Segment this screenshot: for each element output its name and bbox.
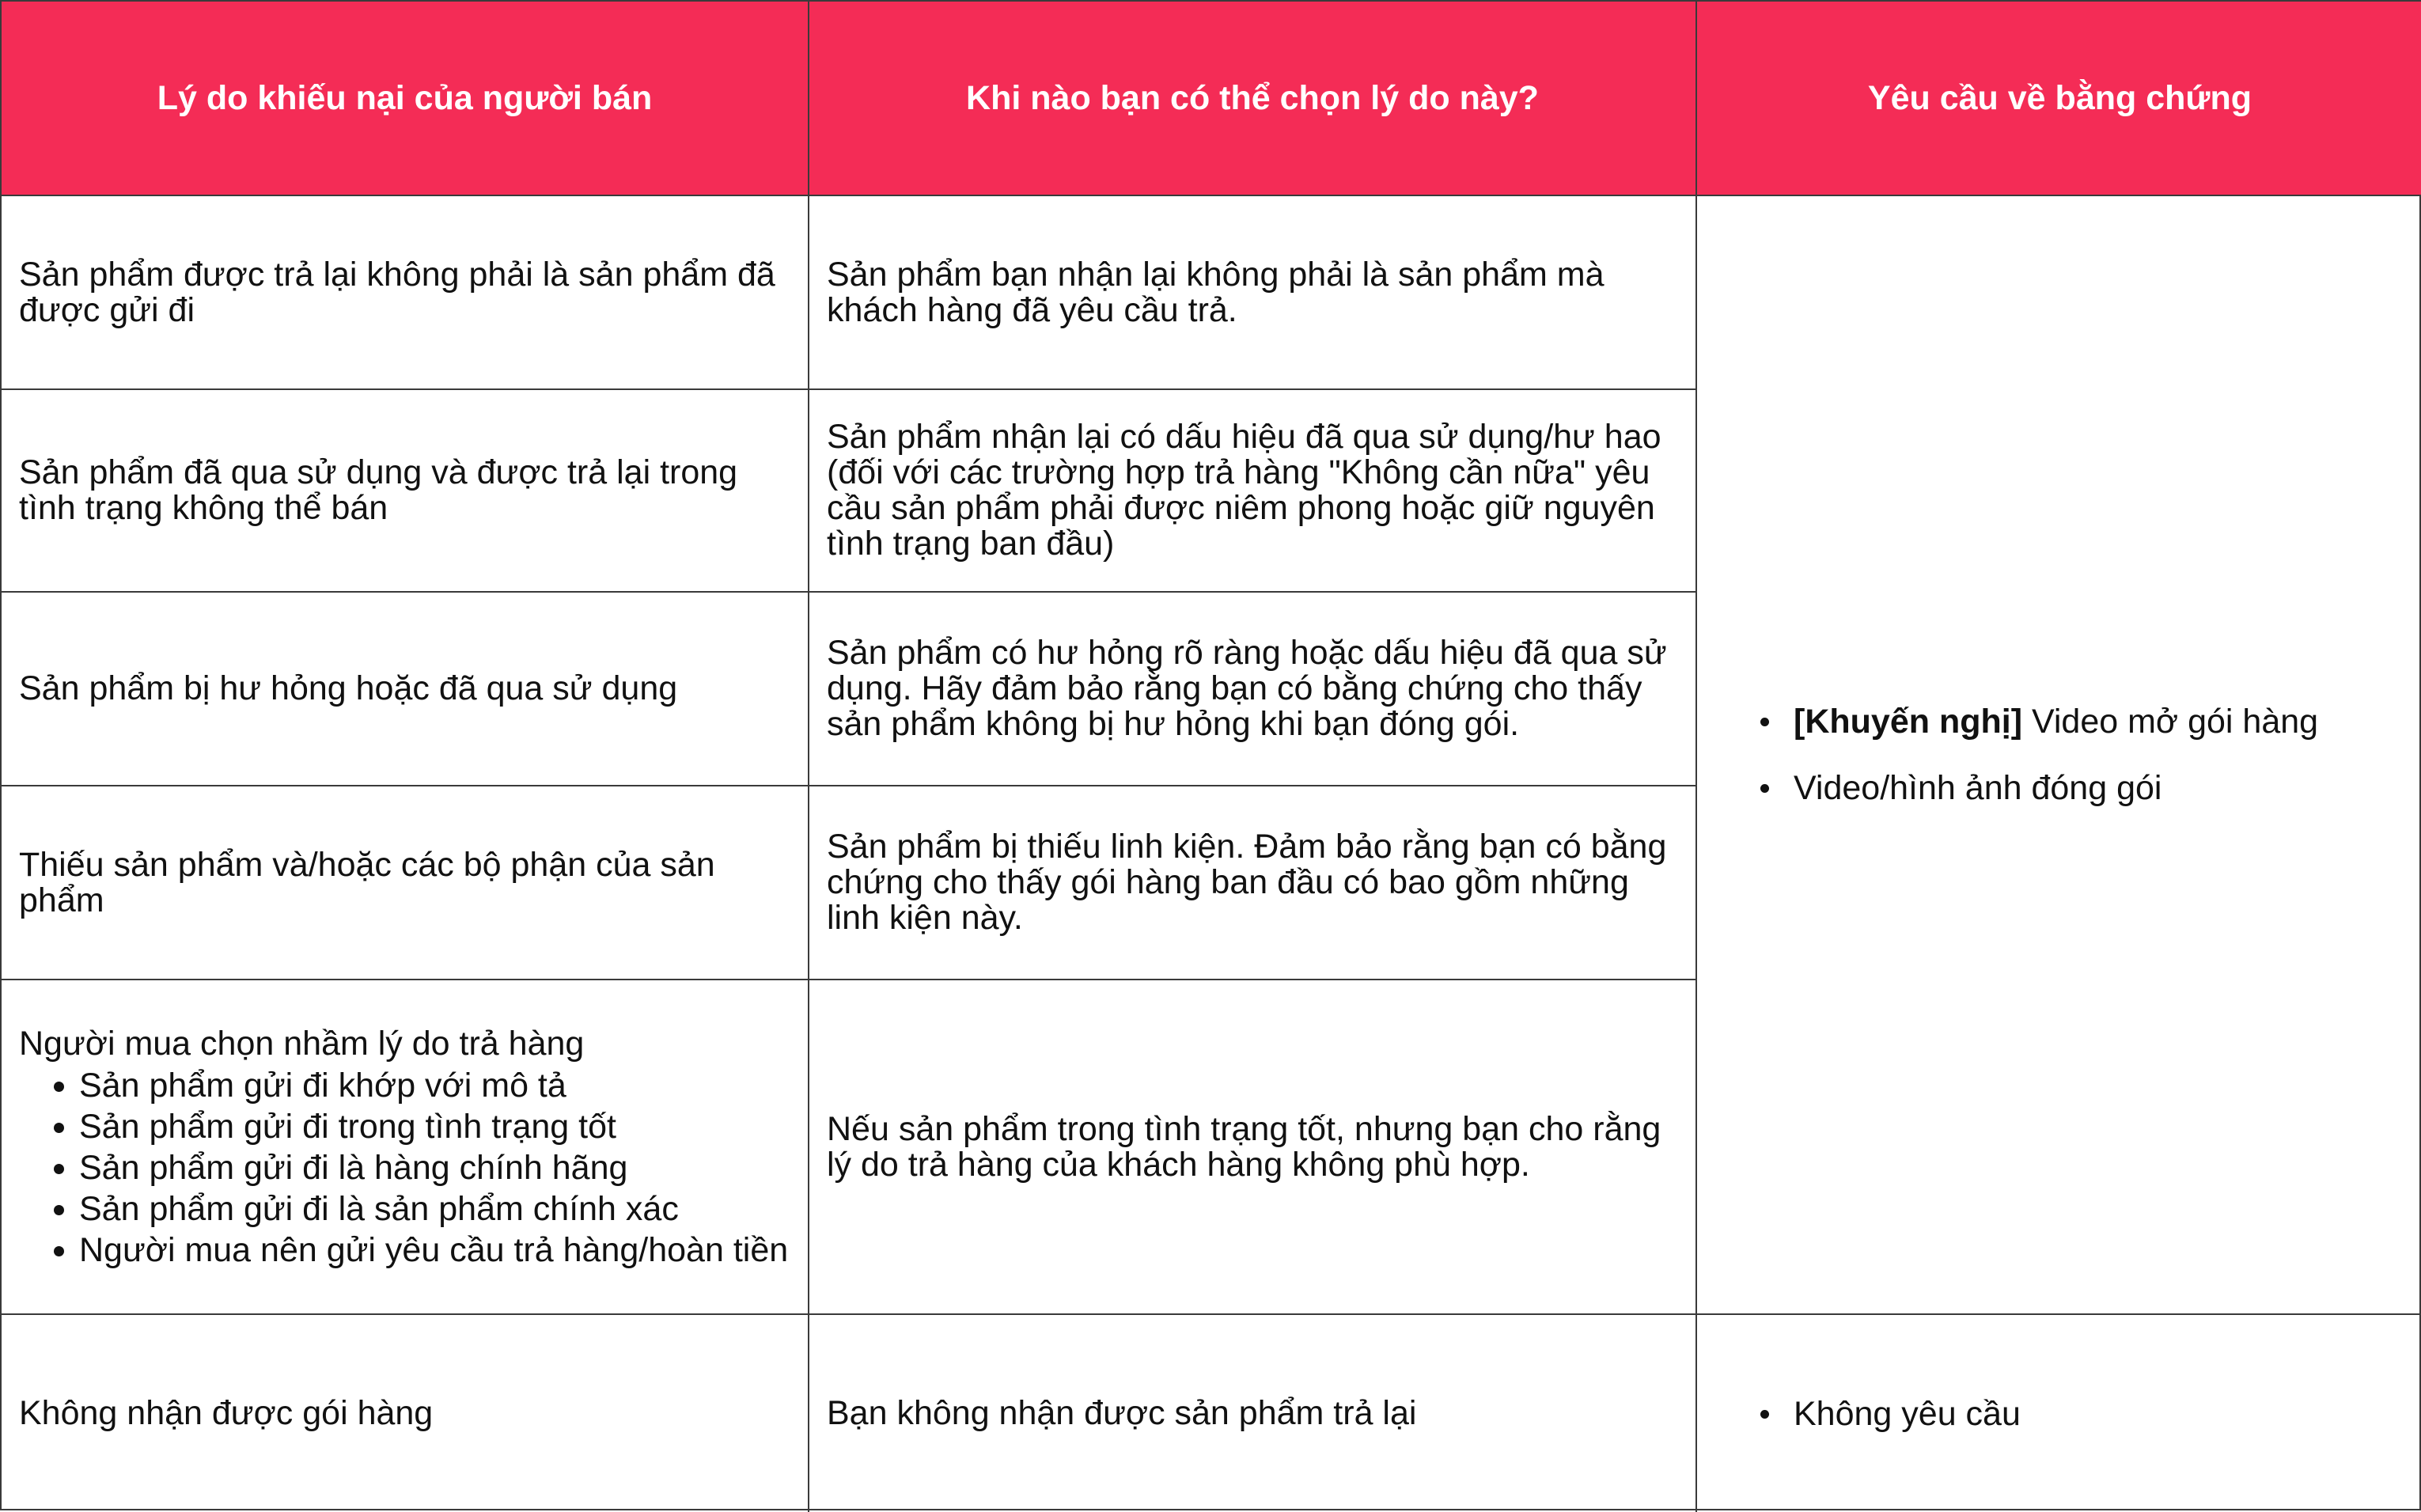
evidence-cell-shared <box>1697 196 2421 1315</box>
when-cell: Sản phẩm có hư hỏng rõ ràng hoặc dấu hiệu đã qua sử dụng. Hãy đảm bảo rằng bạn có bằng chứng cho thấy sản phẩm không bị hư hỏng khi bạn đóng gói. <box>809 593 1697 786</box>
evidence-item-unboxing-video <box>1794 703 2318 741</box>
when-cell: Sản phẩm bị thiếu linh kiện. Đảm bảo rằng bạn có bằng chứng cho thấy gói hàng ban đầu có bao gồm những linh kiện này. <box>809 786 1697 980</box>
reason-cell: Không nhận được gói hàng <box>2 1315 809 1512</box>
reason-sub-item-text: • Người mua nên gửi yêu cầu trả hàng/hoàn tiền <box>79 1230 789 1269</box>
when-cell: Nếu sản phẩm trong tình trạng tốt, nhưng bạn cho rằng lý do trả hàng của khách hàng không phù hợp. <box>809 980 1697 1315</box>
reason-sub-list <box>19 1065 788 1268</box>
evidence-item-not-required: Không yêu cầu <box>1794 1394 2021 1433</box>
when-cell: Bạn không nhận được sản phẩm trả lại <box>809 1315 1697 1512</box>
header-when-to-choose: Khi nào bạn có thể chọn lý do này? <box>809 2 1697 196</box>
reason-sub-item: • Sản phẩm gửi đi là hàng chính hãng <box>79 1147 788 1188</box>
recommended-tag: [Khuyến nghị] <box>1794 703 2023 741</box>
evidence-item-packing-media: Video/hình ảnh đóng gói <box>1794 769 2318 807</box>
reason-sub-item <box>79 1230 788 1268</box>
when-cell: Sản phẩm nhận lại có dấu hiệu đã qua sử dụng/hư hao (đối với các trường hợp trả hàng "Không cần nữa" yêu cầu sản phẩm phải được niêm phong hoặc giữ nguyên tình trạng ban đầu) <box>809 390 1697 593</box>
evidence-cell-last <box>1697 1315 2421 1512</box>
reason-cell: Sản phẩm bị hư hỏng hoặc đã qua sử dụng <box>2 593 809 786</box>
reason-cell: Thiếu sản phẩm và/hoặc các bộ phận của sản phẩm <box>2 786 809 980</box>
evidence-list <box>1714 703 2318 807</box>
evidence-list <box>1714 1395 2021 1433</box>
reason-sub-item: • Sản phẩm gửi đi là sản phẩm chính xác <box>79 1188 788 1230</box>
header-evidence-requirements: Yêu cầu về bằng chứng <box>1697 2 2421 196</box>
header-seller-reason: Lý do khiếu nại của người bán <box>2 2 809 196</box>
reason-title: Người mua chọn nhầm lý do trả hàng <box>19 1024 585 1063</box>
reason-cell: Sản phẩm đã qua sử dụng và được trả lại trong tình trạng không thể bán <box>2 390 809 593</box>
reason-sub-item: • Sản phẩm gửi đi khớp với mô tả <box>79 1065 788 1106</box>
when-cell: Sản phẩm bạn nhận lại không phải là sản phẩm mà khách hàng đã yêu cầu trả. <box>809 196 1697 390</box>
reason-sub-item: • Sản phẩm gửi đi trong tình trạng tốt <box>79 1106 788 1147</box>
reason-cell-with-list <box>2 980 809 1315</box>
reason-cell: Sản phẩm được trả lại không phải là sản phẩm đã được gửi đi <box>2 196 809 390</box>
reason-stack <box>19 1026 788 1268</box>
evidence-item-text: Video mở gói hàng <box>2022 703 2319 741</box>
